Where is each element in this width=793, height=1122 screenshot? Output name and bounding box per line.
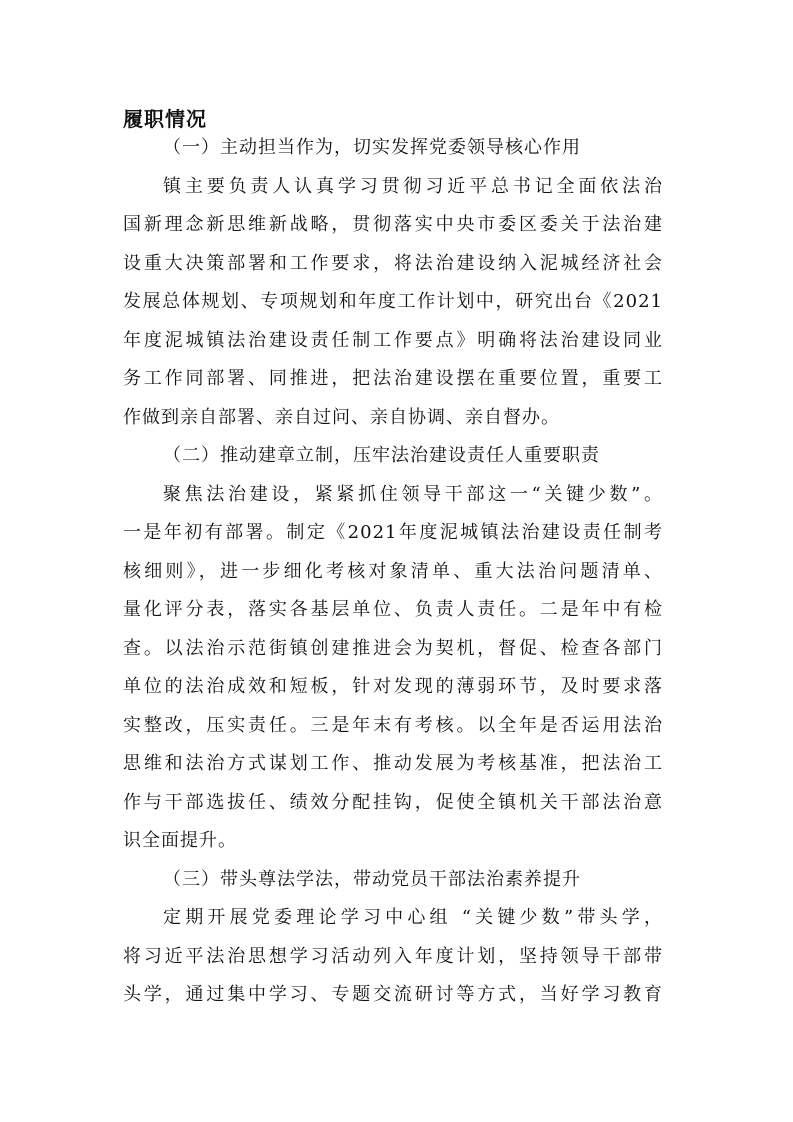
paragraph-line: 量化评分表，落实各基层单位、负责人责任。二是年中有检 [123,599,663,620]
paragraph-line: 思维和法治方式谋划工作、推动发展为考核基准，把法治工 [123,753,663,774]
paragraph-line: 务工作同部署、同推进，把法治建设摆在重要位置，重要工 [123,368,663,389]
paragraph-line: 年度泥城镇法治建设责任制工作要点》明确将法治建设同业 [123,329,663,351]
paragraph-line: 查。以法治示范街镇创建推进会为契机，督促、检查各部门 [123,637,663,659]
paragraph-line: 镇主要负责人认真学习贯彻习近平总书记全面依法治 [163,175,663,197]
section-1-subheading: （一）主动担当作为，切实发挥党委领导核心作用 [163,137,581,158]
paragraph-line: 作做到亲自部署、亲自过问、亲自协调、亲自督办。 [123,406,560,428]
paragraph-line: 发展总体规划、专项规划和年度工作计划中，研究出台《2021 [123,291,663,312]
paragraph-line: 一是年初有部署。制定《2021年度泥城镇法治建设责任制考 [123,522,663,543]
paragraph-line: 聚焦法治建设，紧紧抓住领导干部这一“关键少数”。 [163,483,663,505]
paragraph-line: 识全面提升。 [123,830,237,851]
document-heading: 履职情况 [123,107,207,131]
section-2-subheading: （二）推动建章立制，压牢法治建设责任人重要职责 [163,445,600,466]
document-body [123,129,663,1015]
paragraph-line: 实整改，压实责任。三是年末有考核。以全年是否运用法治 [123,714,663,736]
paragraph-line: 定期开展党委理论学习中心组 “关键少数”带头学， [163,907,663,928]
paragraph-line: 核细则》，进一步细化考核对象清单、重大法治问题清单、 [123,560,663,582]
paragraph-line: 设重大决策部署和工作要求，将法治建设纳入泥城经济社会 [123,252,663,274]
section-3-subheading: （三）带头尊法学法，带动党员干部法治素养提升 [163,868,581,890]
paragraph-line: 作与干部选拔任、绩效分配挂钩，促使全镇机关干部法治意 [123,791,663,813]
paragraph-line: 将习近平法治思想学习活动列入年度计划，坚持领导干部带 [123,945,663,967]
paragraph-line: 头学，通过集中学习、专题交流研讨等方式，当好学习教育 [123,984,663,1005]
paragraph-line: 单位的法治成效和短板，针对发现的薄弱环节，及时要求落 [123,676,663,697]
paragraph-line: 国新理念新思维新战略，贯彻落实中央市委区委关于法治建 [123,214,663,235]
